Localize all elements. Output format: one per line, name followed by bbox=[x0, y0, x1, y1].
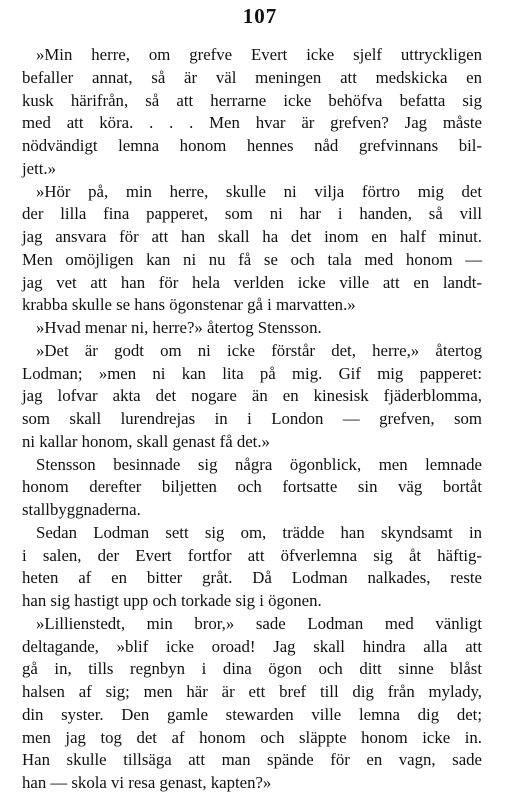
text-line: heten af en bitter gråt. Då Lodman nalkades, reste bbox=[22, 568, 482, 588]
text-line: stallbyggnaderna. bbox=[22, 500, 141, 519]
text-line: gå in, tills regnbyn i dina ögon och ditt sinne blåst bbox=[22, 659, 482, 679]
text-line: ni kallar honom, skall genast få det.» bbox=[22, 431, 270, 451]
text-line: jag lofvar akta det nogare än en kinesisk fjäderblomma, bbox=[22, 386, 482, 406]
text-line: »Min herre, om grefve Evert icke sjelf uttryckligen bbox=[36, 45, 482, 64]
text-line: han sig hastigt upp och torkade sig i ögonen. bbox=[22, 591, 322, 610]
text-line: Men omöjligen kan ni nu få se och tala med honom — bbox=[22, 249, 482, 269]
text-line: Han skulle tillsäga att man spände för en vagn, sade bbox=[22, 750, 482, 770]
text-line: jag ansvara för att han skall ha det inom en half minut. bbox=[22, 227, 482, 246]
text-line: »Lillienstedt, min bror,» sade Lodman med vänligt bbox=[36, 613, 482, 633]
text-line: befaller annat, så är väl meningen att medskicka en bbox=[22, 67, 482, 87]
text-line: han — skola vi resa genast, kapten?» bbox=[22, 773, 272, 792]
text-line: »Det är godt om ni icke förstår det, herre,» återtog bbox=[36, 340, 482, 360]
text-line: i salen, der Evert fortfor att öfverlemna sig åt häftig- bbox=[22, 545, 482, 565]
text-line: din syster. Den gamle stewarden ville lemna dig det; bbox=[22, 704, 482, 724]
text-line: jag vet att han för hela verlden icke ville att en landt- bbox=[22, 272, 482, 292]
text-line: »Hör på, min herre, skulle ni vilja förtro mig det bbox=[36, 181, 482, 201]
page-number: 107 bbox=[242, 4, 278, 28]
body-text bbox=[22, 44, 482, 795]
text-line: men jag tog det af honom och släppte honom icke in. bbox=[22, 727, 482, 747]
text-line: krabba skulle se hans ögonstenar gå i marvatten.» bbox=[22, 295, 356, 315]
text-line: der lilla fina papperet, som ni har i handen, så vill bbox=[22, 204, 482, 224]
text-line: »Hvad menar ni, herre?» återtog Stensson. bbox=[36, 318, 322, 337]
text-line: som skall lurendrejas in i London — grefven, som bbox=[22, 409, 482, 428]
text-line: Lodman; »men ni kan lita på mig. Gif mig papperet: bbox=[22, 363, 482, 383]
text-line: med att köra. . . . Men hvar är grefven? Jag måste bbox=[22, 113, 482, 133]
text-line: kusk härifrån, så att herrarne icke behöfva befatta sig bbox=[22, 90, 482, 110]
text-line: jett.» bbox=[22, 158, 57, 178]
text-line: deltagande, »blif icke oroad! Jag skall hindra alla att bbox=[22, 636, 482, 656]
text-line: nödvändigt lemna honom hennes nåd grefvinnans bil- bbox=[22, 136, 482, 155]
text-line: Sedan Lodman sett sig om, trädde han skyndsamt in bbox=[36, 522, 482, 542]
text-line: Stensson besinnade sig några ögonblick, men lemnade bbox=[36, 454, 482, 474]
text-line: halsen af sig; men här är ett bref till dig från mylady, bbox=[22, 682, 482, 701]
text-line: honom derefter biljetten och fortsatte sin väg bortåt bbox=[22, 477, 482, 497]
